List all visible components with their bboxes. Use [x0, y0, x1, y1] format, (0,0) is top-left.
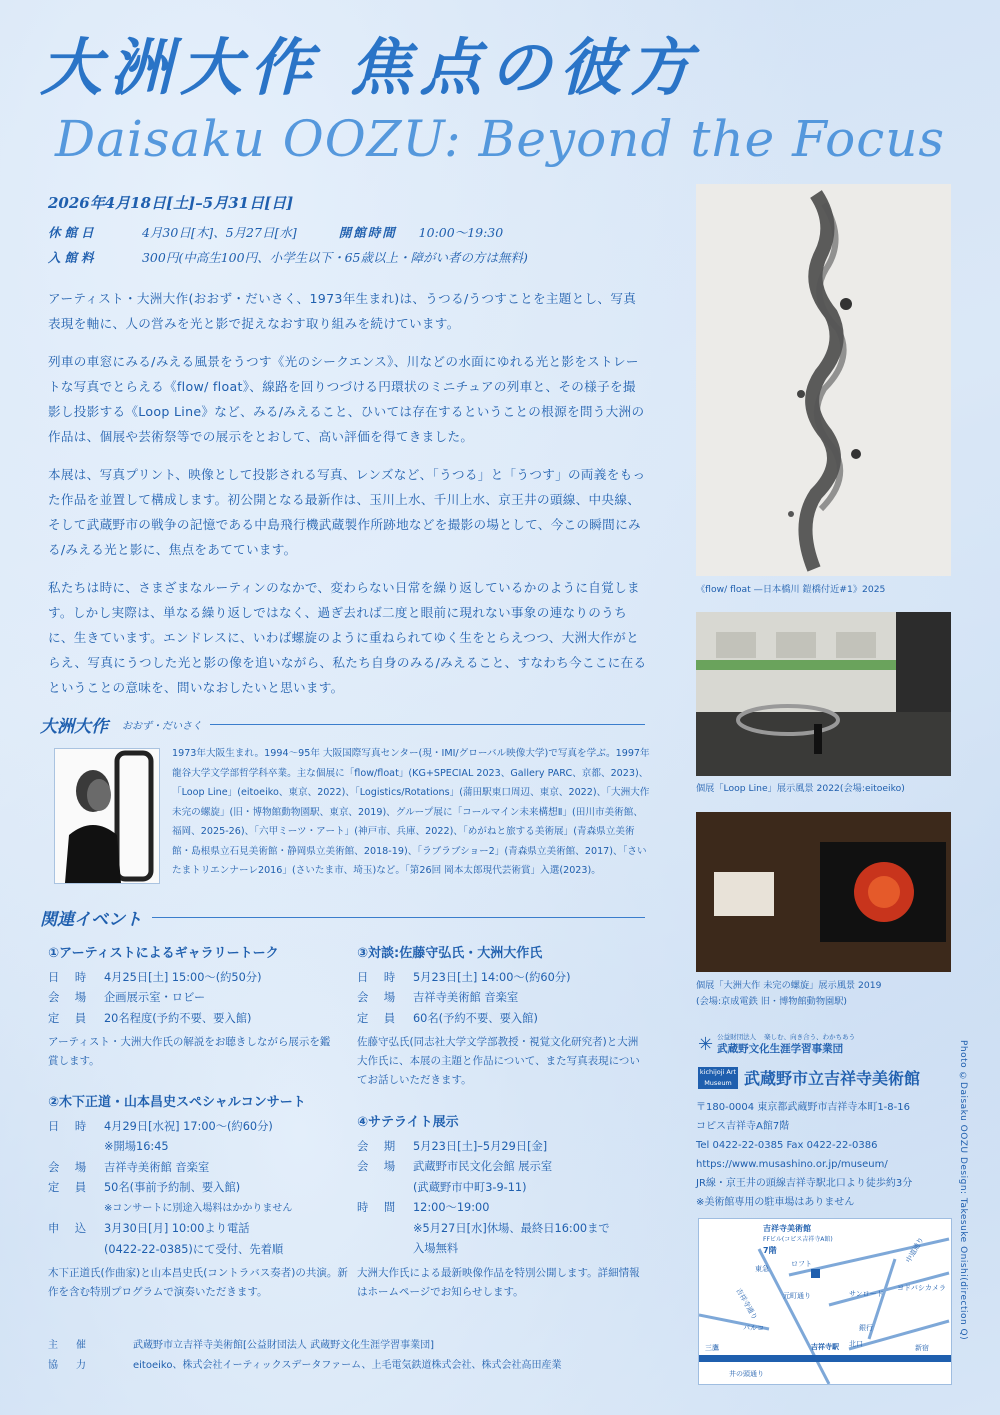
photo-flow-float — [696, 184, 951, 576]
row-value: 5月23日[土] 14:00〜(約60分) — [413, 970, 571, 984]
exhibition-dates: 2026年4月18日[土]–5月31日[日] — [48, 194, 294, 212]
row-key: 定 員 — [357, 1011, 402, 1025]
event-note: 佐藤守弘氏(同志社大学文学部教授・視覚文化研究者)と大洲大作氏に、本展の主題と作品について、また写真表現についてお話しいただきます。 — [357, 1036, 640, 1086]
map-label: ロフト — [791, 1260, 812, 1268]
event-4 — [357, 1113, 647, 1302]
row-value: 60名(予約不要、要入館) — [413, 1011, 538, 1025]
event-title: ④サテライト展示 — [357, 1115, 459, 1130]
intro-text — [48, 286, 648, 713]
row-value: 企画展示室・ロビー — [104, 991, 206, 1004]
event-title: ③対談:佐藤守弘氏・大洲大作氏 — [357, 946, 543, 961]
caption-2: 個展「Loop Line」展示風景 2022(会場:eitoeiko) — [696, 783, 905, 794]
credit-key: 協力 — [48, 1360, 104, 1371]
artist-portrait — [54, 748, 160, 884]
artist-bio: 1973年大阪生まれ。1994〜95年 大阪国際写真センター(現・IMI/グローバル映像大学)で写真を学ぶ。1997年 龍谷大学文学部哲学科卒業。主な個展に「flow/float」(KG+SPECIAL 2023、Gallery PARC、京都、2023)、「Loop Line」(eitoeiko、東京、2022)、「Logistics/Rotations」(蒲田駅東口周辺、東京、2022)、「大洲大作 未完の螺旋」(旧・博物館動物園駅、東京、2019)、グループ展に「コールマイン未来構想Ⅱ」(田川市美術館、福岡、2025-26)、「六甲ミーツ・アート」(神戸市、兵庫、2022)、「めがねと旅する美術展」(青森県立美術館・島根県立石見美術館・静岡県立美術館、2018-19)、「ラブラブショー2」(青森県立美術館、2017)、「さいたまトリエンナーレ2016」(さいたま市、埼玉)など。「第26回 岡本太郎現代芸術賞」入選(2023)。 — [172, 748, 650, 876]
admission — [48, 248, 528, 266]
hours-label: 開館時間 — [338, 225, 397, 240]
row-key — [48, 1240, 104, 1261]
row-value: 50名(事前予約制、要入館) — [104, 1181, 241, 1194]
row-key — [357, 1178, 413, 1199]
foundation-tagline: 楽しむ、向き合う、わかちあう — [764, 1033, 856, 1041]
events-title: 関連イベント — [40, 910, 142, 930]
row-key — [48, 1199, 104, 1220]
row-value: ※コンサートに別途入場料はかかりません — [104, 1202, 293, 1214]
admission-label: 入館料 — [48, 250, 98, 265]
credit-value: 武蔵野市立吉祥寺美術館[公益財団法人 武蔵野文化生涯学習事業団] — [133, 1340, 434, 1351]
museum-logo-mark: kichijoji Art Museum — [699, 1067, 737, 1087]
row-key: 日 時 — [357, 970, 402, 984]
map-label: 元町通り — [783, 1292, 811, 1300]
map-label: 井の頭通り — [729, 1370, 764, 1378]
artist-heading — [40, 712, 645, 737]
row-value: 入場無料 — [413, 1242, 459, 1255]
caption-1: 《flow/ float —日本橋川 鎧橋付近#1》2025 — [696, 584, 886, 595]
row-value: 吉祥寺美術館 音楽室 — [413, 991, 519, 1004]
closed-label: 休館日 — [48, 225, 98, 240]
map-label: サンロード — [849, 1290, 884, 1298]
row-value: 4月25日[土] 15:00〜(約50分) — [104, 970, 262, 984]
map-label: 中道通り — [904, 1235, 926, 1265]
caption-4: (会場:京成電鉄 旧・博物館動物園駅) — [696, 996, 847, 1007]
foundation-name: 武蔵野文化生涯学習事業団 — [717, 1043, 844, 1055]
row-value: 20名程度(予約不要、要入館) — [104, 1011, 252, 1025]
paragraph: 列車の車窓にみる/みえる風景をうつす《光のシークエンス》、川などの水面にゆれる光と影をストレートな写真でとらえる《flow/ float》、線路を回りつづける円環状のミニチュアの列車と、その様子を撮影し投影する《Loop Line》など、みる/みえること、ひいては存在するということの根源を問う大洲の作品は、個展や芸術祭等での展示をとおして、高い評価を得てきました。 — [48, 354, 645, 444]
row-key — [357, 1219, 413, 1240]
row-key: 会 場 — [48, 991, 93, 1004]
access-map — [698, 1218, 952, 1385]
credits — [48, 1336, 561, 1376]
foundation-mark-icon: ✳ — [698, 1033, 714, 1055]
photo-unfinished-spiral — [696, 812, 951, 972]
row-value: 3月30日[月] 10:00より電話 — [104, 1222, 250, 1235]
row-key: 会 期 — [357, 1139, 402, 1153]
map-floor-label: 7階 — [763, 1246, 777, 1255]
museum-name: 武蔵野市立吉祥寺美術館 — [744, 1069, 921, 1088]
row-value: ※開場16:45 — [104, 1140, 169, 1153]
photo-design-credit: Photo ©Daisaku OOZU Design: Takesuke Onishi(direction Q) — [958, 1040, 968, 1341]
row-value: 吉祥寺美術館 音楽室 — [104, 1160, 210, 1174]
paragraph: 私たちは時に、さまざまなルーティンのなかで、変わらない日常を繰り返しているかのように自覚します。しかし実際は、単なる繰り返しではなく、過ぎ去れば二度と眼前に現れない事象の連なりのうちに、生きています。エンドレスに、いわば螺旋のように重ねられてゆく生をとらえつつ、大洲大作がとらえ、写真にうつした光と影の像を追いながら、私たち自身のみる/みえること、すなわち今ここに在るということの意味を、問いなおしたいと思います。 — [48, 580, 647, 695]
map-label: 三鷹 — [705, 1344, 719, 1352]
map-label: 吉祥寺通り — [734, 1286, 759, 1322]
divider — [152, 917, 645, 918]
title-japanese: 大洲大作 焦点の彼方 — [40, 31, 700, 104]
map-label: 吉祥寺駅 — [811, 1343, 839, 1351]
row-key: 会 場 — [48, 1160, 93, 1174]
event-3 — [357, 944, 647, 1090]
parking-note: ※美術館専用の駐車場はありません — [696, 1197, 855, 1208]
row-key: 会 場 — [357, 1160, 402, 1173]
access: JR線・京王井の頭線吉祥寺駅北口より徒歩約3分 — [696, 1178, 913, 1189]
contact-info — [696, 1098, 912, 1212]
artist-name: 大洲大作 — [40, 717, 108, 737]
museum-logo — [698, 1066, 920, 1089]
website-link[interactable]: https://www.musashino.or.jp/museum/ — [696, 1159, 888, 1170]
address: 〒180-0004 東京都武蔵野市吉祥寺本町1-8-16 — [696, 1102, 910, 1113]
row-value: (武蔵野市中町3-9-11) — [413, 1180, 527, 1194]
map-label: ヨドバシカメラ — [897, 1284, 946, 1292]
artist-reading: おおず・だいさく — [122, 721, 202, 732]
event-2 — [48, 1093, 348, 1302]
title-english: Daisaku OOZU: Beyond the Focus — [55, 110, 946, 168]
credit-key: 主催 — [48, 1340, 104, 1351]
foundation-small: 公益財団法人 — [717, 1033, 757, 1041]
divider — [210, 724, 645, 725]
row-key: 時 間 — [357, 1201, 402, 1214]
map-label: 北口 — [849, 1340, 863, 1348]
row-key: 定 員 — [48, 1011, 93, 1025]
row-value: 4月29日[水祝] 17:00〜(約60分) — [104, 1119, 273, 1133]
event-note: アーティスト・大洲大作氏の解説をお聴きしながら展示を鑑賞します。 — [48, 1036, 331, 1067]
event-note: 大洲大作氏による最新映像作品を特別公開します。詳細情報はホームページでお知らせします。 — [357, 1266, 640, 1298]
row-value: 武蔵野市民文化会館 展示室 — [413, 1160, 553, 1173]
building: コピス吉祥寺A館7階 — [696, 1121, 790, 1132]
row-key: 会 場 — [357, 991, 402, 1004]
credit-value: eitoeiko、株式会社イーティックスデータファーム、上毛電気鉄道株式会社、株式会社高田産業 — [133, 1360, 562, 1371]
row-key: 日 時 — [48, 970, 93, 984]
map-building-label: FFビル(コピス吉祥寺A館) — [763, 1236, 833, 1243]
row-key: 申 込 — [48, 1222, 93, 1235]
closed-value: 4月30日[木]、5月27日[水] — [141, 225, 297, 240]
events-heading — [40, 905, 645, 930]
row-value: 12:00〜19:00 — [413, 1201, 490, 1214]
paragraph: アーティスト・大洲大作(おおず・だいさく、1973年生まれ)は、うつる/うつすことを主題とし、写真表現を軸に、人の営みを光と影で捉えなおす取り組みを続けています。 — [48, 291, 637, 331]
map-label: 新宿 — [915, 1344, 929, 1352]
event-1 — [48, 944, 338, 1071]
map-label: パルコ — [743, 1324, 764, 1332]
foundation-logo — [698, 1032, 855, 1056]
phone-fax: Tel 0422-22-0385 Fax 0422-22-0386 — [696, 1140, 878, 1151]
closed-days — [48, 223, 503, 241]
event-title: ①アーティストによるギャラリートーク — [48, 946, 279, 961]
map-label: 銀行 — [859, 1324, 873, 1332]
event-note: 木下正道氏(作曲家)と山本昌史氏(コントラバス奏者)の共演。新作を含む特別プログラムで演奏いただきます。 — [48, 1267, 348, 1298]
row-key — [357, 1239, 413, 1260]
row-key: 日 時 — [48, 1119, 93, 1133]
map-museum-label: 吉祥寺美術館 — [763, 1224, 811, 1233]
event-title: ②木下正道・山本昌史スペシャルコンサート — [48, 1095, 306, 1110]
row-value: ※5月27日[水]休場、最終日16:00まで — [413, 1221, 610, 1235]
row-value: (0422-22-0385)にて受付、先着順 — [104, 1242, 284, 1256]
caption-3: 個展「大洲大作 未完の螺旋」展示風景 2019 — [696, 980, 882, 991]
map-label: 東急 — [755, 1265, 769, 1273]
row-key: 定 員 — [48, 1181, 93, 1194]
row-key — [48, 1137, 104, 1158]
photo-loop-line — [696, 612, 951, 776]
row-value: 5月23日[土]–5月29日[金] — [413, 1139, 548, 1153]
paragraph: 本展は、写真プリント、映像として投影される写真、レンズなど、「うつる」と「うつす」の両義をもった作品を並置して構成します。初公開となる最新作は、玉川上水、千川上水、京王井の頭線、中央線、そして武蔵野市の戦争の記憶である中島飛行機武蔵製作所跡地などを撮影の場として、今この瞬間にみる/みえる光と影に、焦点をあてています。 — [48, 467, 646, 557]
admission-value: 300円(中高生100円、小学生以下・65歳以上・障がい者の方は無料) — [141, 250, 528, 265]
hours-value: 10:00〜19:30 — [418, 225, 504, 240]
